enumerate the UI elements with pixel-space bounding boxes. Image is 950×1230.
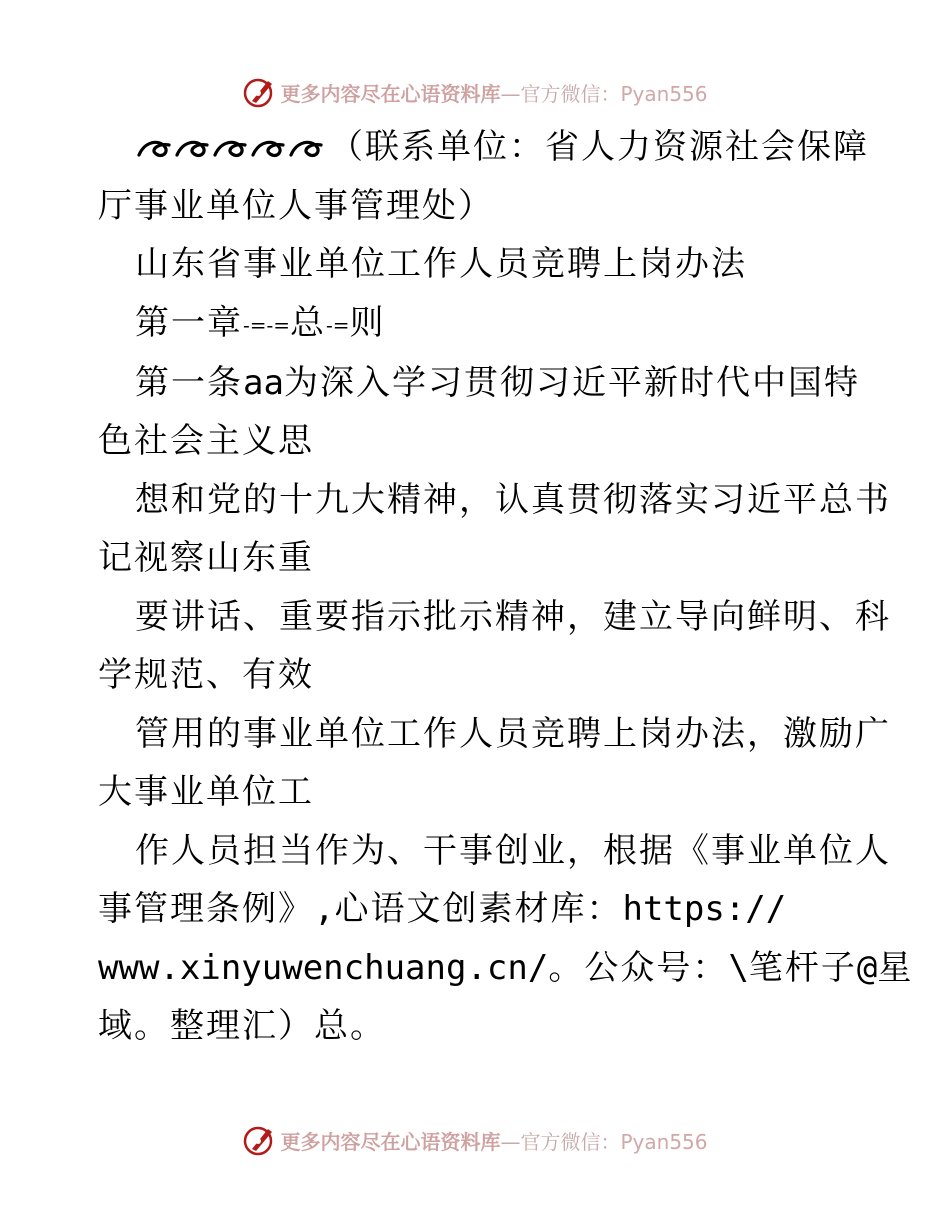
watermark-banner-bottom [0,1120,950,1160]
pen-logo-icon [242,1123,276,1157]
article-text: 为深入学习贯彻习近平新时代中国特 [283,362,860,403]
document-title: 山东省事业单位工作人员竞聘上岗办法 [135,244,747,284]
watermark-wechat: 官方微信： [520,81,621,106]
pen-logo-icon [242,75,276,109]
doc-line-10: 学规范、有效 [98,655,314,696]
doc-line-6: 色社会主义思 [98,421,314,462]
watermark-text [280,78,707,107]
separator-glyph: -= [326,312,350,337]
doc-line-14 [98,880,858,939]
doc-line-5 [98,354,858,413]
at-sign: @ [856,947,878,988]
doc-line-7: 想和党的十九大精神，认真贯彻落实习近平总书 [135,479,891,520]
url-prefix: https:// [622,889,787,930]
watermark-main: 更多内容尽在心语资料库 [280,1129,501,1154]
backslash: \ [728,947,749,988]
watermark-banner-top [0,72,950,112]
chapter-word-1: 总 [290,302,327,343]
squiggle-ornament-icon [135,135,329,163]
article-number: 第一条 [135,362,243,403]
document-body [98,118,914,1056]
account-name: 笔杆子 [748,947,857,988]
watermark-dash: — [500,1129,521,1154]
chapter-heading [98,294,858,354]
comma: , [314,889,335,930]
article-marker: aa [243,362,284,403]
watermark-id: Pyan556 [620,1129,708,1154]
url-link[interactable]: www.xinyuwenchuang.cn/ [98,947,549,988]
official-account-label: 。公众号： [548,947,729,988]
separator-glyph: -=-= [243,312,291,337]
watermark-main: 更多内容尽在心语资料库 [280,81,501,106]
contact-unit: （联系单位：省人力资源社会保障 [329,127,869,167]
doc-line-9: 要讲话、重要指示批示精神，建立导向鲜明、科 [135,596,891,637]
doc-line-11: 管用的事业单位工作人员竞聘上岗办法，激励广 [135,713,891,754]
watermark-dash: — [500,81,521,106]
account-suffix: 星 [877,947,914,988]
doc-line-13: 作人员担当作为、干事创业，根据《事业单位人 [135,830,891,871]
regulation-title: 事管理条例》 [98,889,314,930]
doc-line-15 [98,939,914,998]
watermark-wechat: 官方微信： [520,1129,621,1154]
doc-line-8: 记视察山东重 [98,538,314,579]
watermark-text [280,1126,707,1155]
chapter-word-2: 则 [349,302,386,343]
library-label: 心语文创素材库： [334,889,623,930]
doc-line-2: 厅事业单位人事管理处） [98,185,494,226]
doc-line-12: 大事业单位工 [98,772,314,813]
chapter-number: 第一章 [135,302,243,343]
doc-line-16: 域。整理汇）总。 [98,1006,386,1047]
doc-line-1 [98,118,869,177]
watermark-id: Pyan556 [620,81,708,106]
